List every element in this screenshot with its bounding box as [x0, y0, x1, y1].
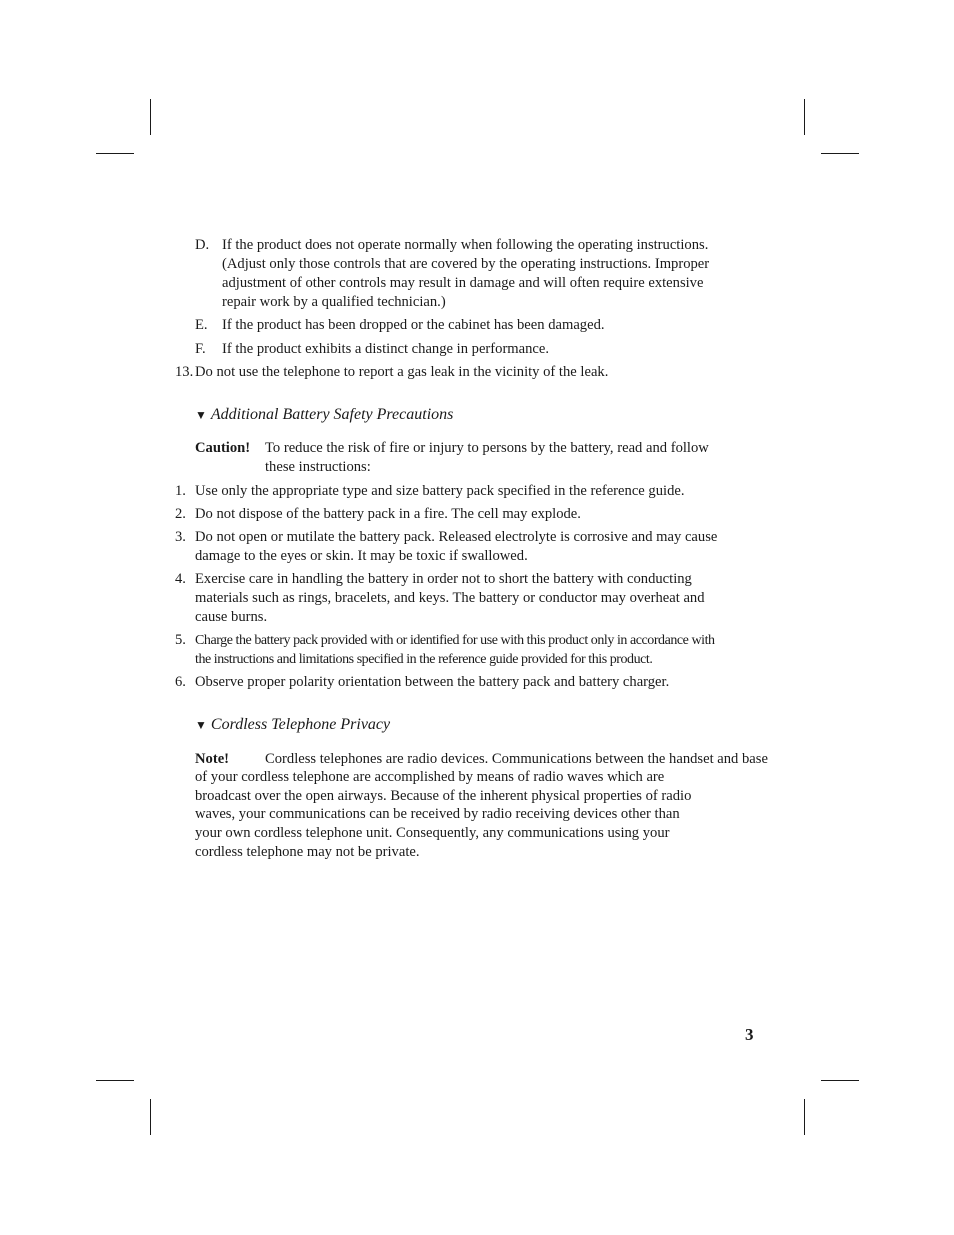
note-line: cordless telephone may not be private. — [195, 844, 420, 860]
triangle-bullet-icon: ▼ — [195, 718, 207, 732]
note-line: Cordless telephones are radio devices. Communications between the handset and base — [265, 751, 768, 767]
page-number: 3 — [745, 1025, 754, 1044]
note-line: broadcast over the open airways. Because of the inherent physical properties of radio — [195, 788, 692, 804]
list-number: 1. — [175, 483, 186, 499]
crop-mark-top-right-horizontal — [821, 153, 859, 154]
list-number: 3. — [175, 529, 186, 545]
list-item-13-text: Do not use the telephone to report a gas leak in the vicinity of the leak. — [195, 364, 609, 380]
list-item-d-line: If the product does not operate normally when following the operating instructions. — [222, 237, 709, 253]
crop-mark-top-right-vertical — [804, 99, 805, 135]
list-number: 2. — [175, 506, 186, 522]
note-line: of your cordless telephone are accomplished by means of radio waves which are — [195, 769, 665, 785]
caution-label: Caution! — [195, 440, 251, 456]
list-item-line: Charge the battery pack provided with or identified for use with this product only in accordance with — [195, 633, 715, 648]
list-number: 13. — [175, 364, 194, 380]
list-item-line: materials such as rings, bracelets, and keys. The battery or conductor may overheat and — [195, 590, 705, 606]
list-number: 4. — [175, 571, 186, 587]
list-item-d-line: adjustment of other controls may result in damage and will often require extensive — [222, 275, 704, 291]
triangle-bullet-icon: ▼ — [195, 408, 207, 422]
crop-mark-bottom-right-vertical — [804, 1099, 805, 1135]
list-item-line: Do not open or mutilate the battery pack. Released electrolyte is corrosive and may cause — [195, 529, 718, 545]
list-label: F. — [195, 341, 206, 357]
note-label: Note! — [195, 751, 230, 767]
crop-mark-bottom-left-horizontal — [96, 1080, 134, 1081]
privacy-section-heading — [195, 715, 390, 735]
list-item-line: Do not dispose of the battery pack in a fire. The cell may explode. — [195, 506, 581, 522]
list-label: E. — [195, 317, 208, 333]
list-label: D. — [195, 237, 210, 253]
battery-heading-text: Additional Battery Safety Precautions — [210, 406, 454, 423]
crop-mark-top-left-vertical — [150, 99, 151, 135]
crop-mark-top-left-horizontal — [96, 153, 134, 154]
privacy-heading-text: Cordless Telephone Privacy — [210, 716, 391, 733]
list-number: 6. — [175, 674, 186, 690]
list-item-line: Exercise care in handling the battery in order not to short the battery with conducting — [195, 571, 692, 587]
list-item-line: cause burns. — [195, 609, 268, 625]
list-item-d-line: (Adjust only those controls that are covered by the operating instructions. Improper — [222, 256, 710, 272]
crop-mark-bottom-right-horizontal — [821, 1080, 859, 1081]
list-number: 5. — [175, 632, 186, 648]
list-item-d-line: repair work by a qualified technician.) — [222, 294, 446, 310]
note-line: waves, your communications can be received by radio receiving devices other than — [195, 806, 680, 822]
list-item-line: Observe proper polarity orientation between the battery pack and battery charger. — [195, 674, 670, 690]
list-item-e-text: If the product has been dropped or the cabinet has been damaged. — [222, 317, 605, 333]
caution-line: To reduce the risk of fire or injury to persons by the battery, read and follow — [265, 440, 709, 456]
list-item-f-text: If the product exhibits a distinct change in performance. — [222, 341, 550, 357]
caution-line: these instructions: — [265, 459, 371, 475]
list-item-line: the instructions and limitations specified in the reference guide provided for this product. — [195, 652, 653, 667]
battery-section-heading — [195, 405, 453, 425]
crop-mark-bottom-left-vertical — [150, 1099, 151, 1135]
list-item-line: damage to the eyes or skin. It may be toxic if swallowed. — [195, 548, 528, 564]
note-line: your own cordless telephone unit. Consequently, any communications using your — [195, 825, 670, 841]
list-item-line: Use only the appropriate type and size battery pack specified in the reference guide. — [195, 483, 685, 499]
